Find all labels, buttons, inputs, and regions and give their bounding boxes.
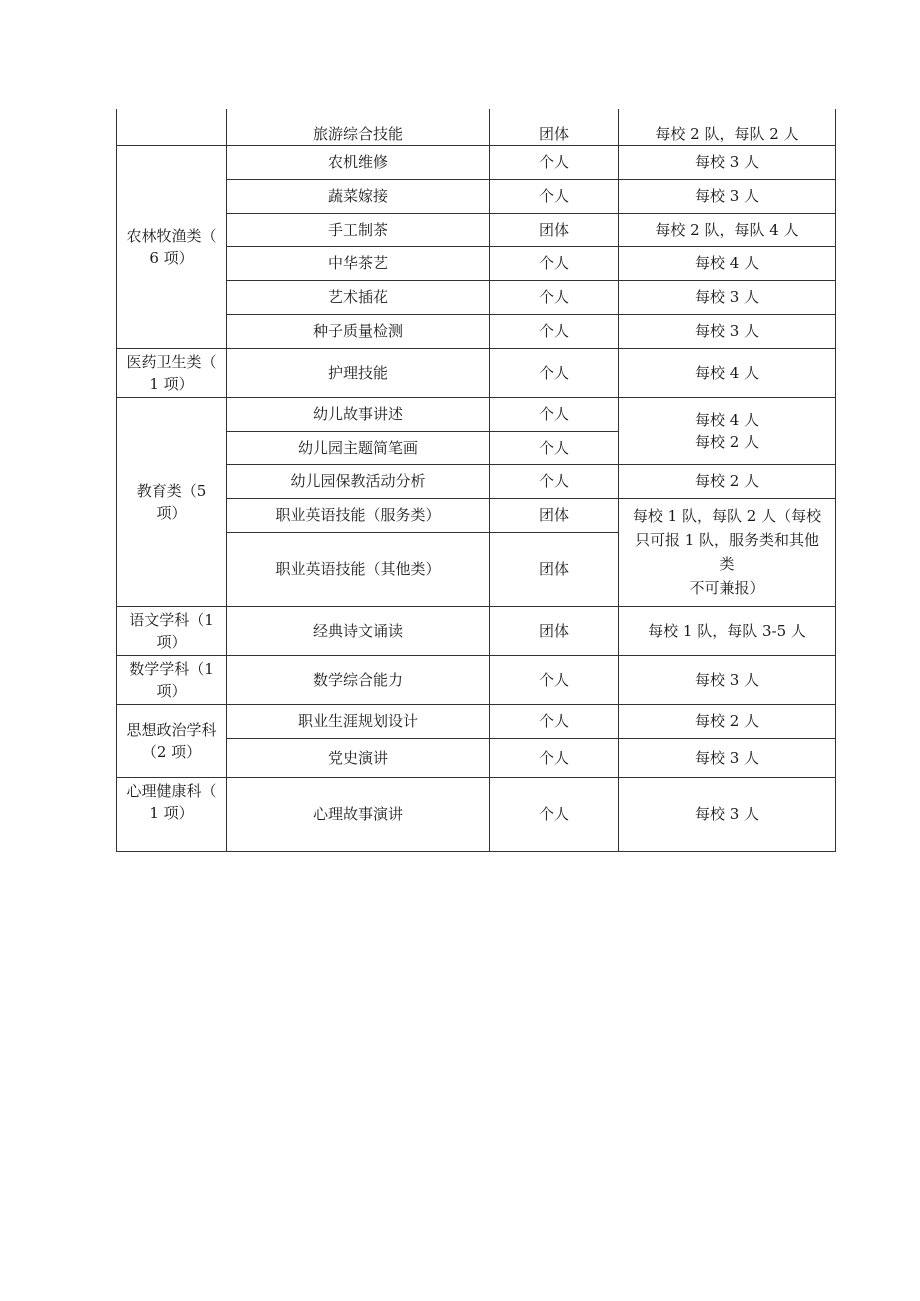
table-row	[117, 704, 836, 738]
table-row	[117, 655, 836, 704]
category-cell: 医药卫生类（ 1 项）	[117, 348, 227, 397]
quota-cell: 每校 2 队，每队 4 人	[619, 213, 836, 246]
event-name-cell: 护理技能	[227, 348, 490, 397]
category-cell: 思想政治学科 （2 项）	[117, 704, 227, 777]
category-cell: 教育类（5 项）	[117, 397, 227, 606]
competition-events-table	[116, 109, 836, 852]
event-type-cell: 个人	[490, 464, 619, 498]
event-type-cell: 团体	[490, 532, 619, 606]
event-type-cell: 个人	[490, 655, 619, 704]
quota-cell: 每校 2 队，每队 2 人	[619, 109, 836, 145]
event-type-cell: 团体	[490, 213, 619, 246]
event-name-cell: 艺术插花	[227, 280, 490, 314]
event-name-cell: 职业英语技能（服务类）	[227, 498, 490, 532]
quota-cell: 每校 3 人	[619, 145, 836, 179]
quota-cell: 每校 3 人	[619, 280, 836, 314]
event-type-cell: 个人	[490, 280, 619, 314]
category-cell: 语文学科（1 项）	[117, 606, 227, 655]
event-type-cell: 团体	[490, 109, 619, 145]
event-name-cell: 中华茶艺	[227, 246, 490, 280]
quota-note-cell: 每校 1 队，每队 2 人（每校 只可报 1 队，服务类和其他 类 不可兼报）	[619, 498, 836, 606]
event-type-cell: 团体	[490, 498, 619, 532]
quota-cell: 每校 3 人	[619, 738, 836, 777]
table-row	[117, 348, 836, 397]
quota-cell: 每校 1 队，每队 3-5 人	[619, 606, 836, 655]
event-name-cell: 心理故事演讲	[227, 777, 490, 851]
category-cell	[117, 109, 227, 145]
event-type-cell: 个人	[490, 777, 619, 851]
quota-cell: 每校 4 人	[619, 348, 836, 397]
event-name-cell: 蔬菜嫁接	[227, 179, 490, 213]
category-cell: 心理健康科（ 1 项）	[117, 777, 227, 851]
event-type-cell: 个人	[490, 314, 619, 348]
quota-cell: 每校 3 人	[619, 777, 836, 851]
event-name-cell: 党史演讲	[227, 738, 490, 777]
quota-cell: 每校 2 人	[619, 704, 836, 738]
event-name-cell: 种子质量检测	[227, 314, 490, 348]
category-cell: 数学学科（1 项）	[117, 655, 227, 704]
event-name-cell: 数学综合能力	[227, 655, 490, 704]
table-row	[117, 777, 836, 851]
event-name-cell: 经典诗文诵读	[227, 606, 490, 655]
table-row	[117, 145, 836, 179]
event-type-cell: 个人	[490, 246, 619, 280]
event-name-cell: 幼儿故事讲述	[227, 397, 490, 431]
event-type-cell: 团体	[490, 606, 619, 655]
category-cell: 农林牧渔类（ 6 项）	[117, 145, 227, 348]
quota-cell: 每校 3 人	[619, 655, 836, 704]
table-row	[117, 397, 836, 431]
event-name-cell: 手工制茶	[227, 213, 490, 246]
event-name-cell: 幼儿园主题简笔画	[227, 431, 490, 464]
quota-cell: 每校 2 人	[619, 464, 836, 498]
event-name-cell: 农机维修	[227, 145, 490, 179]
quota-cell: 每校 3 人	[619, 314, 836, 348]
event-type-cell: 个人	[490, 704, 619, 738]
event-type-cell: 个人	[490, 431, 619, 464]
event-type-cell: 个人	[490, 145, 619, 179]
event-name-cell: 旅游综合技能	[227, 109, 490, 145]
event-name-cell: 职业生涯规划设计	[227, 704, 490, 738]
event-type-cell: 个人	[490, 738, 619, 777]
event-type-cell: 个人	[490, 179, 619, 213]
quota-cell: 每校 4 人	[619, 246, 836, 280]
event-type-cell: 个人	[490, 397, 619, 431]
table-row	[117, 606, 836, 655]
event-type-cell: 个人	[490, 348, 619, 397]
event-name-cell: 幼儿园保教活动分析	[227, 464, 490, 498]
table-row	[117, 109, 836, 145]
quota-cell: 每校 3 人	[619, 179, 836, 213]
event-name-cell: 职业英语技能（其他类）	[227, 532, 490, 606]
quota-cell: 每校 4 人 每校 2 人	[619, 397, 836, 464]
